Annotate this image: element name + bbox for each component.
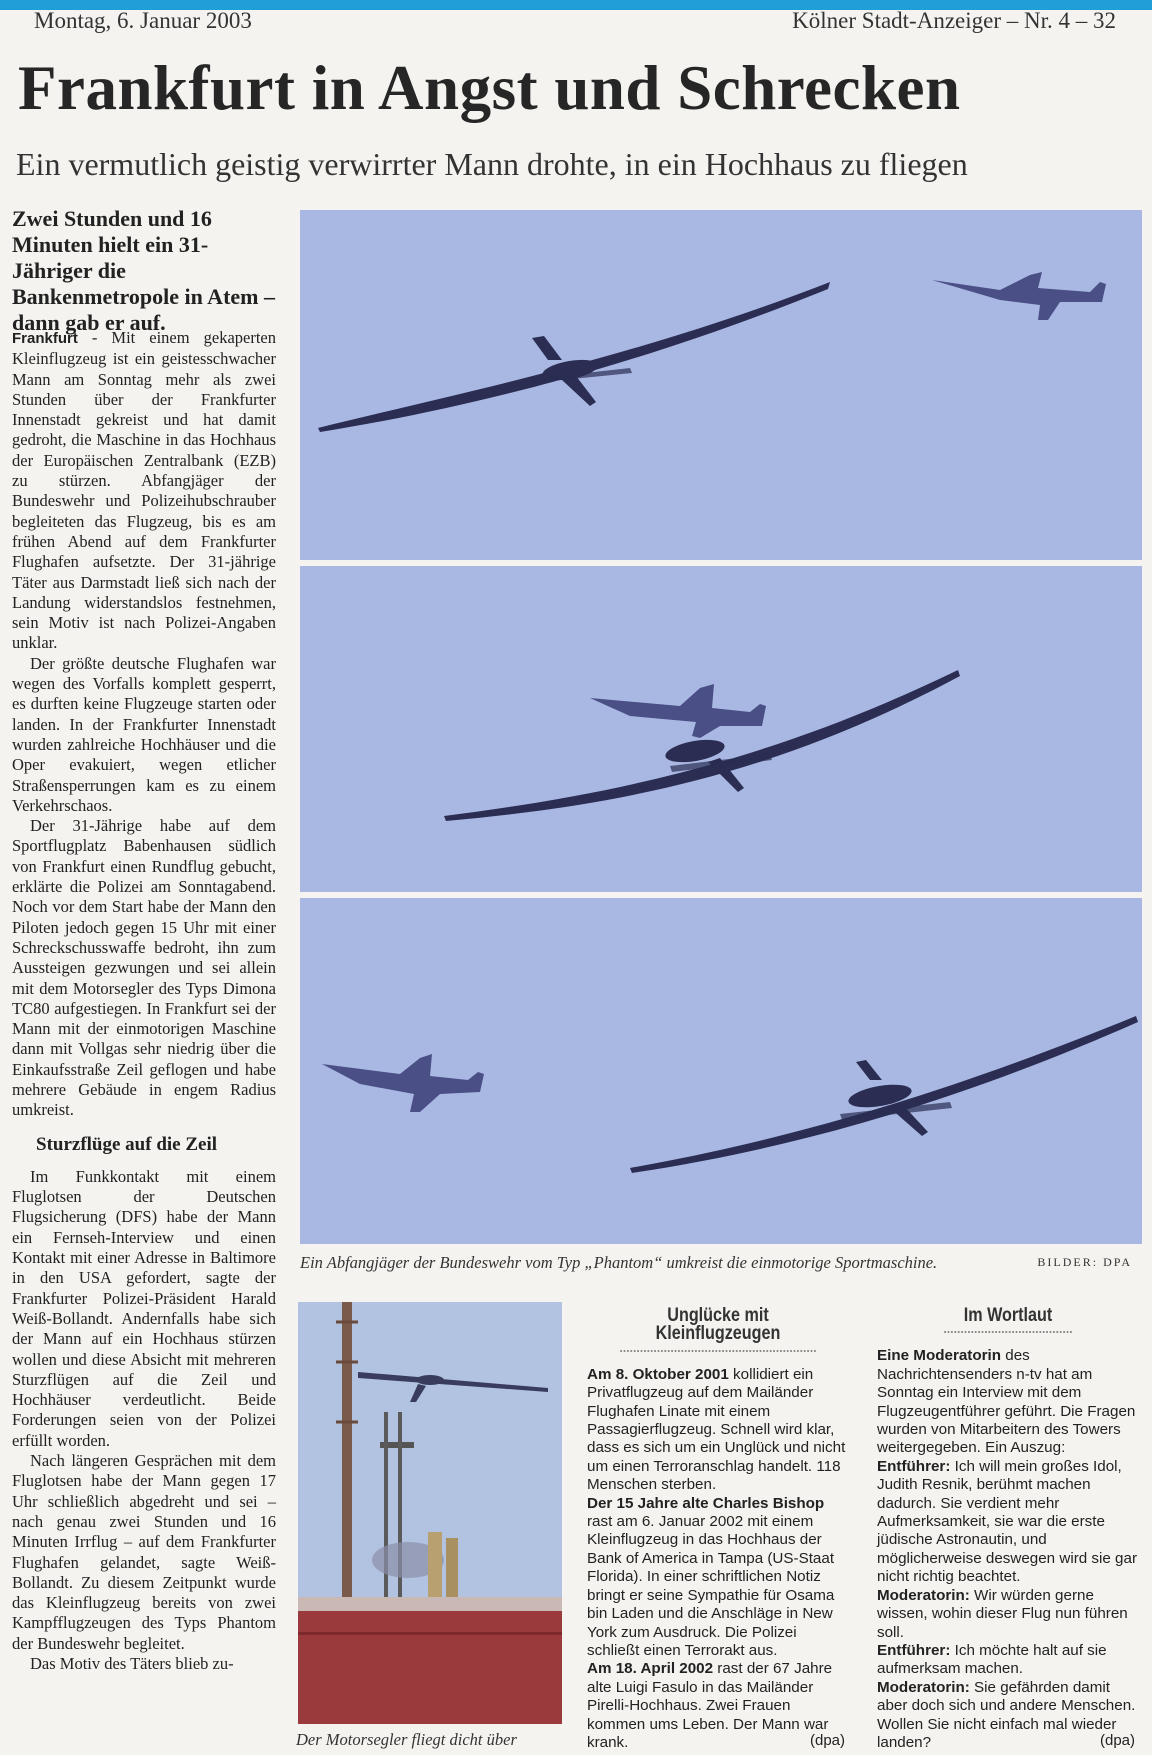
quote-line-1: Entführer: Ich will mein großes Idol, Judith Resnik, berühmt machen dadurch. Sie verdient mehr Aufmerksamkeit, sie war die erste jüdische Astronautin, und möglicherweise deswegen wird sie gar nicht richtig beachtet. (877, 1457, 1137, 1586)
article-paragraph-6: Das Motiv des Täters blieb zu- (30, 1654, 234, 1673)
article-dateline: Frankfurt (12, 330, 78, 347)
box-accidents-title: Unglücke mit Kleinflugzeugen (620, 1307, 816, 1352)
accident-entry-1: Am 8. Oktober 2001 kollidiert ein Privatflugzeug auf dem Mailänder Flughafen Linate mit einem Passagierflugzeug. Schnell wird klar, dass es sich um ein Unglück und nicht um einen Terroranschlag handelt. 118 Menschen sterben. (587, 1365, 846, 1494)
subheadline: Ein vermutlich geistig verwirrter Mann drohte, in ein Hochhaus zu fliegen (16, 146, 968, 182)
newspaper-name: Kölner Stadt-Anzeiger – Nr. 4 – 32 (792, 8, 1116, 33)
article-paragraph-3: Der 31-Jährige habe auf dem Sportflugplatz Babenhausen südlich von Frankfurt einen Rundflug gebucht, erklärte die Polizei am Sonntagabend. Noch vor dem Start habe der Mann den Piloten jedoch gegen 15 Uhr mit einer Schreckschusswaffe bedroht, ihn zum Aussteigen gezwungen und sei allein mit dem Motorsegler des Typs Dimona TC80 aufgestiegen. In Frankfurt sei der Mann mit der einmotorigen Maschine dann mit Vollgas sehr niedrig über die Einkaufsstraße Zeil geflogen und habe mehrere Gebäude in engem Radius umkreist. (12, 816, 276, 1120)
quote-intro: Eine Moderatorin des Nachrichtensenders n-tv hat am Sonntag ein Interview mit dem Flugzeugentführer geführt. Die Fragen wurden von Mitarbeitern des Towers weitergegeben. Ein Auszug: (877, 1347, 1136, 1457)
photo-frame-1 (300, 210, 1142, 560)
photo-building-scene (298, 1302, 562, 1724)
photo-sky-2 (300, 566, 1142, 892)
headline: Frankfurt in Angst und Schrecken (18, 53, 961, 123)
lead-text: Zwei Stunden und 16 Minuten hielt ein 31-Jähriger die Bankenmetropole in Atem – dann gab er auf. (12, 206, 275, 335)
photo-building (298, 1302, 562, 1724)
issue-date: Montag, 6. Januar 2003 (34, 8, 252, 33)
accident-entry-3: Am 18. April 2002 rast der 67 Jahre alte Luigi Fasulo in das Mailänder Pirelli-Hochhaus. Zwei Frauen kommen ums Leben. Der Mann war krank. (587, 1660, 833, 1751)
article-paragraph-5: Nach längeren Gesprächen mit dem Fluglotsen habe der Mann gegen 17 Uhr schließlich abgedreht und sei – nach genau zwei Stunden und 16 Minuten Irrflug – auf dem Frankfurter Flughafen gelandet, sagte Weiß-Bollandt. Zu diesem Zeitpunkt wurde das Kleinflugzeug bereits von zwei Kampfflugzeugen des Typs Phantom der Bundeswehr begleitet. (12, 1451, 276, 1653)
radio-mast (342, 1302, 352, 1602)
photo-frame-3 (300, 898, 1142, 1244)
box-accidents-source: (dpa) (810, 1732, 846, 1749)
quote-line-2: Moderatorin: Wir würden gerne wissen, wohin dieser Flug nun führen soll. (877, 1586, 1128, 1641)
photo-caption: Ein Abfangjäger der Bundeswehr vom Typ „Phantom“ umkreist die einmotorige Sportmaschine. BILDER: DPA (300, 1253, 1132, 1272)
red-building (298, 1597, 562, 1724)
box-quote-title: Im Wortlaut (944, 1307, 1072, 1333)
photo-frame-2 (300, 566, 1142, 892)
article-paragraph-1: Frankfurt - Mit einem gekaperten Kleinflugzeug ist ein geistesschwacher Mann am Sonntag mehr als zwei Stunden über der Frankfurter Innenstadt gekreist und hat damit gedroht, die Maschine in das Hochhaus der Europäischen Zentralbank (EZB) zu stürzen. Abfangjäger der Bundeswehr und Polizeihubschrauber begleiteten das Flugzeug, bis es am frühen Abend auf dem Frankfurter Flughafen aufsetzte. Der 31-jährige Täter aus Darmstadt ließ sich nach der Landung widerstandslos festnehmen, sein Motiv ist nach Polizei-Angaben unklar. (12, 328, 276, 653)
article-paragraph-2: Der größte deutsche Flughafen war wegen des Vorfalls komplett gesperrt, es durften keine Flugzeuge starten oder landen. In der Frankfurter Innenstadt wurden zahlreiche Hochhäuser und die Oper evakuiert, wegen etlicher Straßensperrungen kam es zu einem Verkehrschaos. (12, 653, 276, 815)
article-crosshead: Sturzflüge auf die Zeil (36, 1133, 218, 1155)
quote-line-3: Entführer: Ich möchte halt auf sie aufmerksam machen. (877, 1641, 1107, 1678)
article-paragraph-4: Im Funkkontakt mit einem Fluglotsen der Deutschen Flugsicherung (DFS) habe der Mann ein Fernseh-Interview und einen Kontakt mit einer Adresse in Baltimore in den USA gefordert, sagte der Frankfurter Polizei-Präsident Harald Weiß-Bollandt. Andernfalls habe sich der Mann auf ein Hochhaus stürzen wollen und diese Absicht mit mehreren Sturzflügen auf die Zeil und Hochhäuser verdeutlicht. Beide Forderungen seien von der Polizei erfüllt worden. (12, 1166, 276, 1450)
article-column-top (12, 328, 276, 1674)
box-accidents (587, 1307, 849, 1752)
photo-sky-1 (300, 210, 1142, 560)
quote-line-4: Moderatorin: Sie gefährden damit aber doch sich und andere Menschen. Wollen Sie nicht einfach mal wieder landen? (877, 1678, 1136, 1751)
photo-credit: BILDER: DPA (1037, 1255, 1132, 1269)
accident-entry-2: Der 15 Jahre alte Charles Bishop rast am 6. Januar 2002 mit einem Kleinflugzeug in das Hochhaus der Bank of America in Tampa (US-Staat Florida). In einer schriftlichen Notiz bringt er seine Sympathie für Osama bin Laden und die Anschläge in New York zum Ausdruck. Die Polizei schließt einen Terrorakt aus. (587, 1494, 835, 1659)
photo-building-caption: Der Motorsegler fliegt dicht über (296, 1730, 517, 1749)
box-quote (877, 1307, 1139, 1752)
photo-sky-3 (300, 898, 1142, 1244)
box-quote-source: (dpa) (1100, 1732, 1136, 1749)
